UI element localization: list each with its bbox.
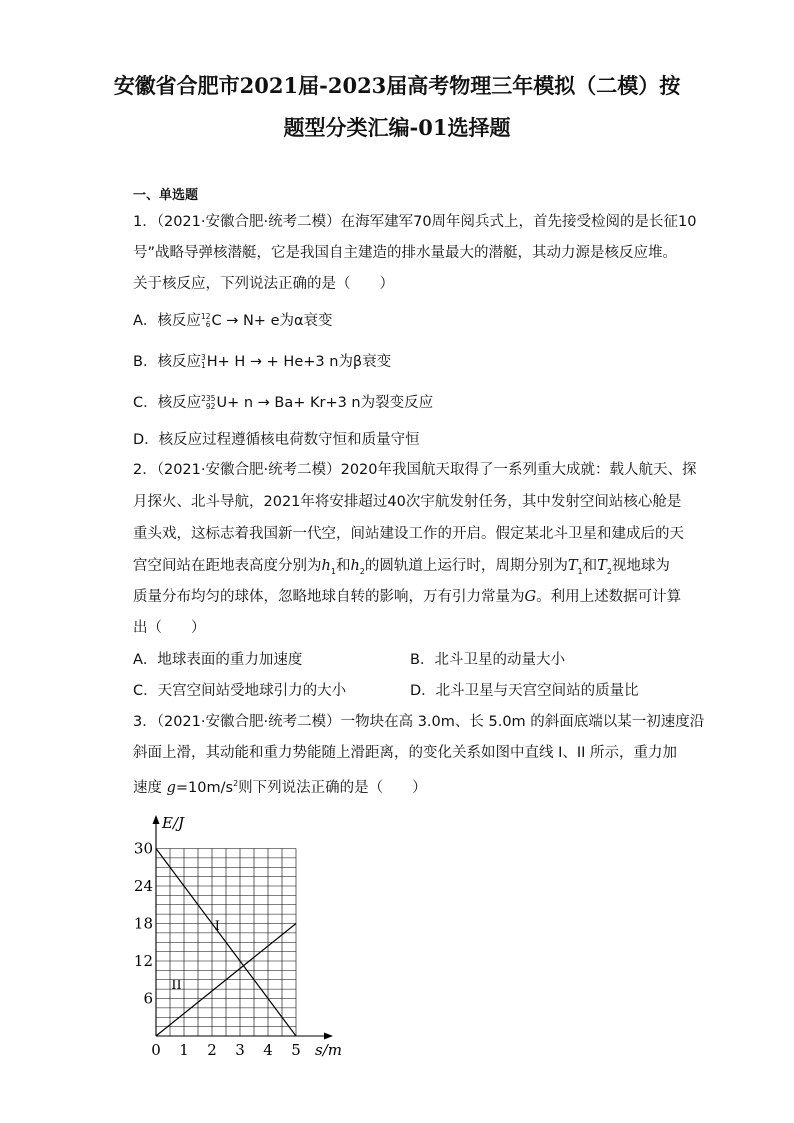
q2-stem-line5 <box>133 587 681 607</box>
nuclide-script: 12 6 <box>200 312 211 329</box>
q2-option-d[interactable]: D．北斗卫星与天宫空间站的质量比 <box>410 683 639 699</box>
var-g: g <box>166 779 176 796</box>
q1-option-b-prefix: B．核反应 <box>133 354 201 370</box>
var-g-const: G <box>524 589 537 605</box>
q3-stem-line1: 3．（2021·安徽合肥·统考二模）一物块在高 3.0m、长 5.0m 的斜面底端以某一初速度沿 <box>133 714 705 730</box>
q2-text: 宫空间站在距地表高度分别为 <box>133 558 322 574</box>
q1-stem-line2: 号”战略导弹核潜艇，它是我国自主建造的排水量最大的潜艇，其动力源是核反应堆。 <box>133 245 678 261</box>
y-axis-arrow-icon <box>153 815 160 824</box>
q2-stem-line4: 宫空间站在距地表高度分别为$h_1$和$h_2$的圆轨道上运行时，周期分别为$T_1$和$T_2$视地球为 <box>133 558 670 576</box>
q2-text: 和 <box>335 558 351 574</box>
x-tick-label: 3 <box>235 1041 245 1059</box>
page-title-line1: 安徽省合肥市2021届-2023届高考物理三年模拟（二模）按 <box>113 73 681 98</box>
q1-option-b-equation: H+ H → + He+3 n <box>206 354 339 370</box>
q2-stem-line1: 2．（2021·安徽合肥·统考二模）2020年我国航天取得了一系列重大成就：载人航天、探 <box>133 462 697 478</box>
x-axis-label: s/m <box>315 1041 342 1059</box>
chart-labels <box>134 814 342 1059</box>
var-t2: T <box>597 558 607 574</box>
nuclide-script: 3 1 <box>200 353 206 370</box>
x-tick-label: 0 <box>151 1041 161 1059</box>
x-axis-arrow-icon <box>324 1033 333 1040</box>
q1-stem-line1: 1．（2021·安徽合肥·统考二模）在海军建军70周年阅兵式上，首先接受检阅的是长征10 <box>133 214 697 230</box>
q2-text: 质量分布均匀的球体，忽略地球自转的影响，万有引力常量为 <box>133 589 525 605</box>
var-t1: T <box>567 558 578 574</box>
q2-option-a[interactable]: A．地球表面的重力加速度 <box>133 652 303 668</box>
q2-text: 和 <box>582 558 598 574</box>
q1-option-c[interactable] <box>133 393 433 413</box>
q1-option-a[interactable] <box>133 311 333 331</box>
y-tick-label: 6 <box>143 989 153 1008</box>
q1-stem-line3: 关于核反应，下列说法正确的是（ ） <box>133 276 394 292</box>
q3-text: =10m/s <box>175 779 234 796</box>
q1-option-d[interactable]: D．核反应过程遵循核电荷数守恒和质量守恒 <box>133 432 420 448</box>
x-tick-label: 1 <box>179 1041 189 1059</box>
section-heading: 一、单选题 <box>133 188 199 203</box>
series-label-II: II <box>171 978 182 994</box>
page-title-line2: 题型分类汇编-01选择题 <box>283 115 511 140</box>
q1-option-c-suffix: 为裂变反应 <box>360 395 434 411</box>
y-axis-label: E/J <box>162 814 185 832</box>
q2-text: 。利用上述数据可计算 <box>536 589 682 605</box>
q1-option-b-suffix: 为β衰变 <box>338 354 392 370</box>
x-tick-label: 5 <box>291 1041 301 1059</box>
y-tick-label: 18 <box>133 914 153 933</box>
series-label-I: I <box>214 918 220 934</box>
q1-option-c-prefix: C．核反应 <box>133 395 202 411</box>
x-tick-label: 2 <box>207 1041 217 1059</box>
energy-distance-chart <box>125 810 365 1065</box>
q2-text: 的圆轨道上运行时，周期分别为 <box>364 558 568 574</box>
nuclide-script: 235 92 <box>201 394 216 411</box>
q3-stem-line2: 斜面上滑，其动能和重力势能随上滑距离，的变化关系如图中直线 I、II 所示，重力加 <box>133 745 678 761</box>
q3-text: 速度 <box>133 779 167 796</box>
y-tick-label: 30 <box>133 839 153 858</box>
q3-text: 则下列说法正确的是（ ） <box>238 779 427 796</box>
var-h1: h <box>321 558 331 574</box>
q2-option-b[interactable]: B．北斗卫星的动量大小 <box>410 652 565 668</box>
q2-stem-line2: 月探火、北斗导航，2021年将安排超过40次宇航发射任务，其中发射空间站核心舱是 <box>133 494 682 510</box>
x-tick-label: 4 <box>263 1041 273 1059</box>
q1-option-b[interactable] <box>133 352 391 372</box>
q3-sup: 2 <box>233 779 239 788</box>
y-tick-label: 24 <box>133 877 153 895</box>
q2-stem-line3: 重头戏，这标志着我国新一代空，间站建设工作的开启。假定某北斗卫星和建成后的天 <box>133 526 684 542</box>
q1-option-c-equation: U+ n → Ba+ Kr+3 n <box>216 395 361 411</box>
q2-stem-line6: 出（ ） <box>133 620 206 636</box>
q3-stem-line3 <box>133 774 427 798</box>
q2-text: 视地球为 <box>611 558 670 574</box>
y-tick-label: 12 <box>133 952 153 970</box>
q1-option-a-prefix: A．核反应 <box>133 313 201 329</box>
var-h2: h <box>350 558 360 574</box>
q2-option-c[interactable]: C．天宫空间站受地球引力的大小 <box>133 683 347 699</box>
q1-option-a-equation: C → N+ e <box>211 313 280 329</box>
q1-option-a-suffix: 为α衰变 <box>279 313 333 329</box>
